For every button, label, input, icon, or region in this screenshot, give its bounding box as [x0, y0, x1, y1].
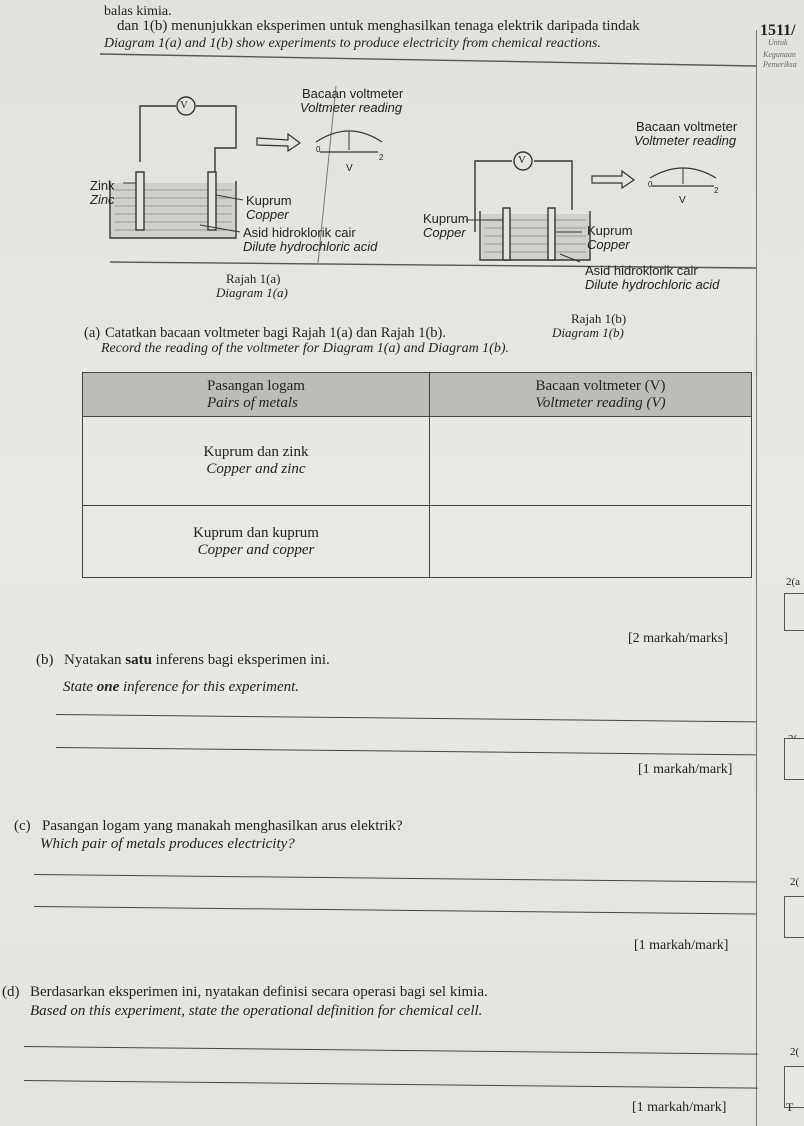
question-c-answer-line-1[interactable] [34, 874, 756, 883]
question-a-text-en: Record the reading of the voltmeter for Diagram 1(a) and Diagram 1(b). [101, 341, 510, 356]
table-header-pairs-ms: Pasangan logam [207, 377, 305, 394]
question-c-text-en: Which pair of metals produces electricity? [40, 836, 295, 852]
question-c-marks: [1 markah/mark] [634, 938, 729, 953]
diagram-b-caption-ms: Rajah 1(b) [571, 311, 627, 326]
question-d-margin-label: 2( [790, 1046, 800, 1058]
header-intro-ms: dan 1(b) menunjukkan eksperimen untuk menghasilkan tenaga elektrik daripada tindak [117, 18, 640, 34]
row-2-pair-en: Copper and copper [197, 541, 315, 558]
question-b-text-ms [64, 652, 330, 669]
voltmeter-reading-table [82, 372, 752, 578]
table-header-reading-en: Voltmeter reading (V) [535, 394, 666, 411]
table-header-pairs [83, 373, 430, 417]
diagram-a-caption-en: Diagram 1(a) [216, 285, 288, 300]
row-1-answer-cell[interactable] [430, 417, 752, 506]
diagram-a-acid-en: Dilute hydrochloric acid [243, 239, 378, 254]
diagram-b-voltmeter-ms: Bacaan voltmeter [636, 119, 738, 134]
margin-head-2: Kegunaan [763, 50, 796, 59]
header-intro-en: Diagram 1(a) and 1(b) show experiments to produce electricity from chemical reactions. [104, 36, 601, 51]
question-b-label: (b) [36, 652, 54, 668]
diagram-a-voltmeter-ms: Bacaan voltmeter [302, 86, 404, 101]
diagram-b-scale-two: 2 [714, 186, 719, 195]
diagram-b-acid-en: Dilute hydrochloric acid [585, 277, 720, 292]
question-b-text-en [63, 679, 299, 696]
row-2-answer-cell[interactable] [430, 506, 752, 578]
row-1-pair-ms: Kuprum dan zink [203, 444, 309, 460]
question-d-marks: [1 markah/mark] [632, 1100, 727, 1115]
header-balas: balas kimia. [104, 4, 172, 19]
diagram-a-scale-two: 2 [379, 153, 384, 162]
diagram-b-left-en: Copper [423, 225, 466, 240]
question-c-margin-label: 2( [790, 876, 800, 888]
question-b-en-post: inference for this experiment. [119, 679, 300, 695]
question-c-answer-line-2[interactable] [34, 906, 756, 915]
question-b-marks: [1 markah/mark] [638, 762, 733, 777]
question-d-text-en: Based on this experiment, state the operational definition for chemical cell. [30, 1003, 483, 1019]
experiment-diagrams [0, 0, 804, 300]
footer-corner: T [786, 1100, 794, 1114]
question-d-label: (d) [2, 984, 20, 1000]
row-1-pair-en: Copper and zinc [206, 461, 306, 477]
paper-code: 1511/ [760, 22, 796, 39]
diagram-b-acid-ms: Asid hidroklorik cair [585, 263, 698, 278]
diagram-a-dial-v: V [346, 163, 353, 174]
diagram-a-copper-en: Copper [246, 207, 289, 222]
question-b-en-bold: one [96, 679, 120, 695]
diagram-b-scale-zero: 0 [648, 180, 653, 189]
question-b-ms-bold: satu [125, 652, 152, 668]
question-d-answer-line-2[interactable] [24, 1080, 758, 1089]
diagram-a-caption-ms: Rajah 1(a) [226, 271, 281, 286]
diagram-b-right-ms: Kuprum [587, 223, 633, 238]
diagram-a-zinc-en: Zinc [90, 192, 115, 207]
question-b-en-pre: State [63, 679, 97, 695]
diagram-b-dial-v: V [679, 195, 686, 206]
table-header-reading-ms: Bacaan voltmeter (V) [535, 377, 666, 394]
table-row-1-pair [83, 417, 430, 506]
margin-head-1: Untuk [768, 38, 788, 47]
question-b-ms-pre: Nyatakan [64, 652, 126, 668]
table-row-2-pair [83, 506, 430, 578]
question-c-label: (c) [14, 818, 31, 834]
diagram-a-copper-ms: Kuprum [246, 193, 292, 208]
table-header-reading [430, 373, 752, 417]
diagram-b-voltmeter-en: Voltmeter reading [634, 133, 737, 148]
question-a-marks: [2 markah/marks] [628, 631, 728, 646]
diagram-b-right-en: Copper [587, 237, 630, 252]
question-a-text-ms: Catatkan bacaan voltmeter bagi Rajah 1(a) dan Rajah 1(b). [105, 325, 447, 341]
diagram-b-left-ms: Kuprum [423, 211, 469, 226]
question-a-mark-box [784, 593, 804, 631]
diagram-a-scale-zero: 0 [316, 145, 321, 154]
table-header-pairs-en: Pairs of metals [207, 394, 298, 411]
diagram-b-v-symbol: V [518, 154, 526, 166]
question-a-margin-label: 2(a [786, 576, 801, 588]
question-b-mark-box [784, 738, 804, 780]
row-2-pair-ms: Kuprum dan kuprum [193, 524, 319, 541]
diagram-b-caption-en: Diagram 1(b) [552, 325, 624, 340]
question-a-label: (a) [84, 325, 101, 341]
question-c-mark-box [784, 896, 804, 938]
question-c-text-ms: Pasangan logam yang manakah menghasilkan arus elektrik? [42, 818, 403, 834]
diagram-a-v-symbol: V [180, 99, 188, 111]
diagram-a-voltmeter-en: Voltmeter reading [300, 100, 403, 115]
question-d-answer-line-1[interactable] [24, 1046, 758, 1055]
diagram-a-zinc-ms: Zink [90, 178, 115, 193]
question-b-answer-line-2[interactable] [56, 747, 756, 755]
question-b-ms-post: inferens bagi eksperimen ini. [151, 652, 330, 668]
margin-head-3: Pemeriksa [763, 60, 797, 69]
diagram-a-acid-ms: Asid hidroklorik cair [243, 225, 356, 240]
question-d-text-ms: Berdasarkan eksperimen ini, nyatakan definisi secara operasi bagi sel kimia. [30, 984, 488, 1000]
question-b-answer-line-1[interactable] [56, 714, 756, 722]
